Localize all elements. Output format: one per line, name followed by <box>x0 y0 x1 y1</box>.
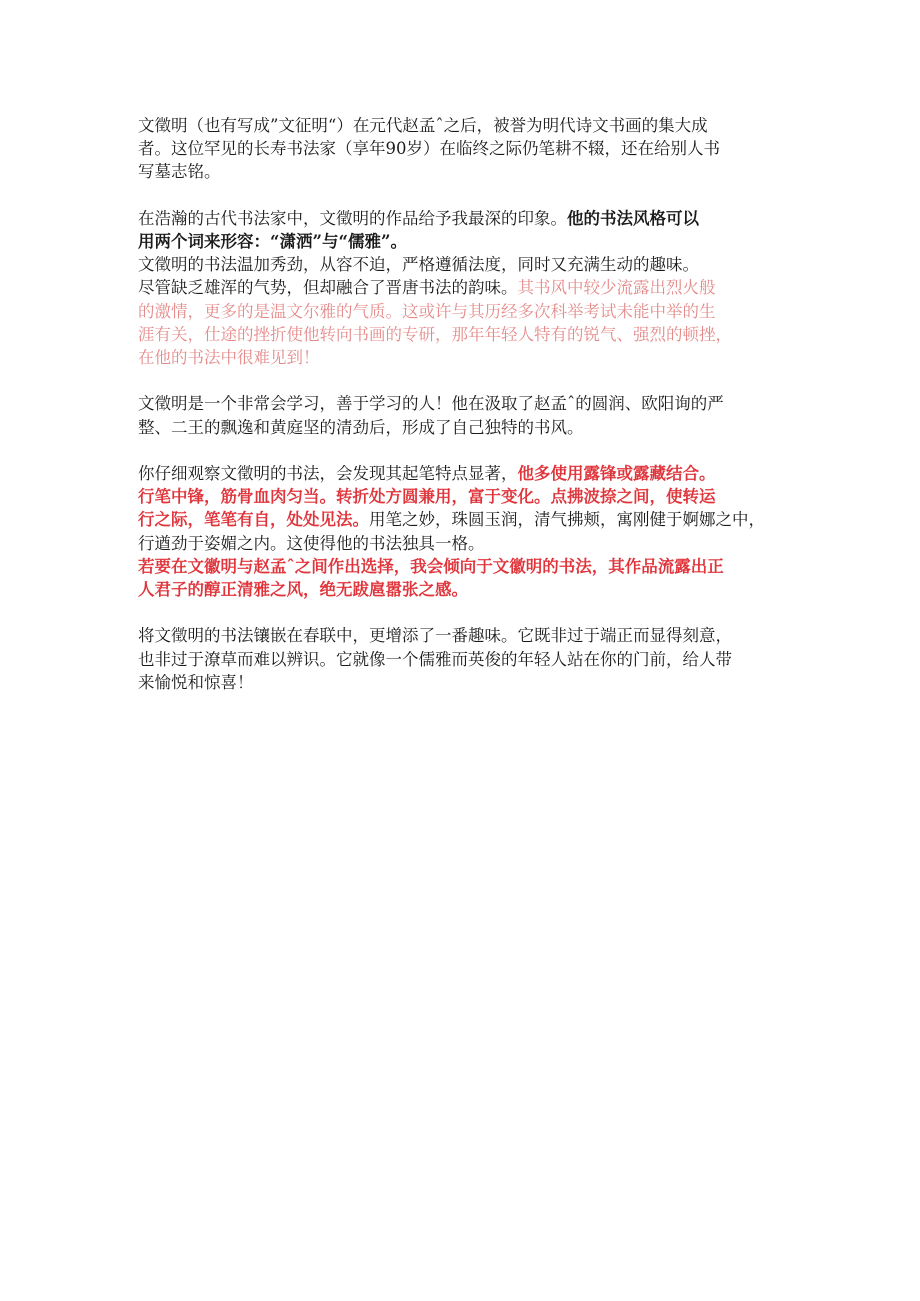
text-line <box>138 276 806 299</box>
text-run: 在浩瀚的古代书法家中，文徵明的作品给予我最深的印象。 <box>138 208 567 228</box>
text-run: 用笔之妙，珠圆玉润，清气拂颊，寓刚健于婀娜之中， <box>369 510 765 530</box>
pink-text-line: 的激情，更多的是温文尔雅的气质。这或许与其历经多次科举考试未能中举的生 <box>138 301 716 321</box>
text-line: 行遒劲于姿媚之内。这使得他的书法独具一格。 <box>138 533 485 553</box>
text-run: 你仔细观察文徵明的书法，会发现其起笔特点显著， <box>138 464 518 483</box>
text-line: 整、二王的飘逸和黄庭坚的清劲后，形成了自己独特的书风。 <box>138 417 584 437</box>
paragraph-gap <box>138 601 806 624</box>
text-line: 写墓志铭。 <box>138 162 221 182</box>
text-line <box>138 508 806 531</box>
text-line: 文徵明的书法温加秀劲，从容不迫，严格遵循法度，同时又充满生动的趣味。 <box>138 255 699 275</box>
pink-text: 其书风中较少流露出烈火般 <box>517 278 716 298</box>
text-run: 尽管缺乏雄浑的气势，但却融合了晋唐书法的韵味。 <box>138 278 518 298</box>
paragraph-gap <box>138 439 806 462</box>
paragraph-style <box>138 207 806 369</box>
bold-text-line: 用两个词来形容：“潇洒”与“儒雅”。 <box>138 232 407 251</box>
red-text-line: 人君子的醇正清雅之风，绝无跋扈嚣张之感。 <box>138 580 468 600</box>
text-line <box>138 207 806 230</box>
text-line: 文徵明（也有写成”文征明“）在元代赵孟ˆ之后，被誉为明代诗文书画的集大成 <box>138 116 708 135</box>
red-text: 他多使用露锋或露藏结合。 <box>517 464 716 483</box>
document-body <box>138 114 806 694</box>
pink-text-line: 涯有关，仕途的挫折使他转向书画的专研，那年年轻人特有的锐气、强烈的顿挫， <box>138 324 732 344</box>
text-line: 来愉悦和惊喜！ <box>138 672 254 692</box>
red-text-line: 若要在文徽明与赵孟ˆ之间作出选择，我会倾向于文徽明的书法，其作品流露出正 <box>138 556 724 576</box>
text-line: 文徵明是一个非常会学习，善于学习的人！他在汲取了赵孟ˆ的圆润、欧阳询的严 <box>138 394 724 414</box>
red-text: 行之际，笔笔有自，处处见法。 <box>138 510 369 530</box>
bold-text: 他的书法风格可以 <box>567 208 699 228</box>
text-line: 者。这位罕见的长寿书法家（享年90岁）在临终之际仍笔耕不辍，还在给别人书 <box>138 139 720 159</box>
paragraph-intro <box>138 114 806 184</box>
paragraph-gap <box>138 369 806 392</box>
text-line <box>138 462 806 485</box>
paragraph-gap <box>138 184 806 207</box>
paragraph-couplets <box>138 624 806 694</box>
paragraph-brushwork <box>138 462 806 601</box>
text-line: 将文徵明的书法镶嵌在春联中，更增添了一番趣味。它既非过于端正而显得刻意， <box>138 626 732 646</box>
text-line: 也非过于潦草而难以辨识。它就像一个儒雅而英俊的年轻人站在你的门前，给人带 <box>138 649 732 669</box>
paragraph-learning <box>138 392 806 438</box>
pink-text-line: 在他的书法中很难见到！ <box>138 348 320 368</box>
red-text-line: 行笔中锋，筋骨血肉匀当。转折处方圆兼用，富于变化。点拂波捺之间，使转运 <box>138 487 716 507</box>
